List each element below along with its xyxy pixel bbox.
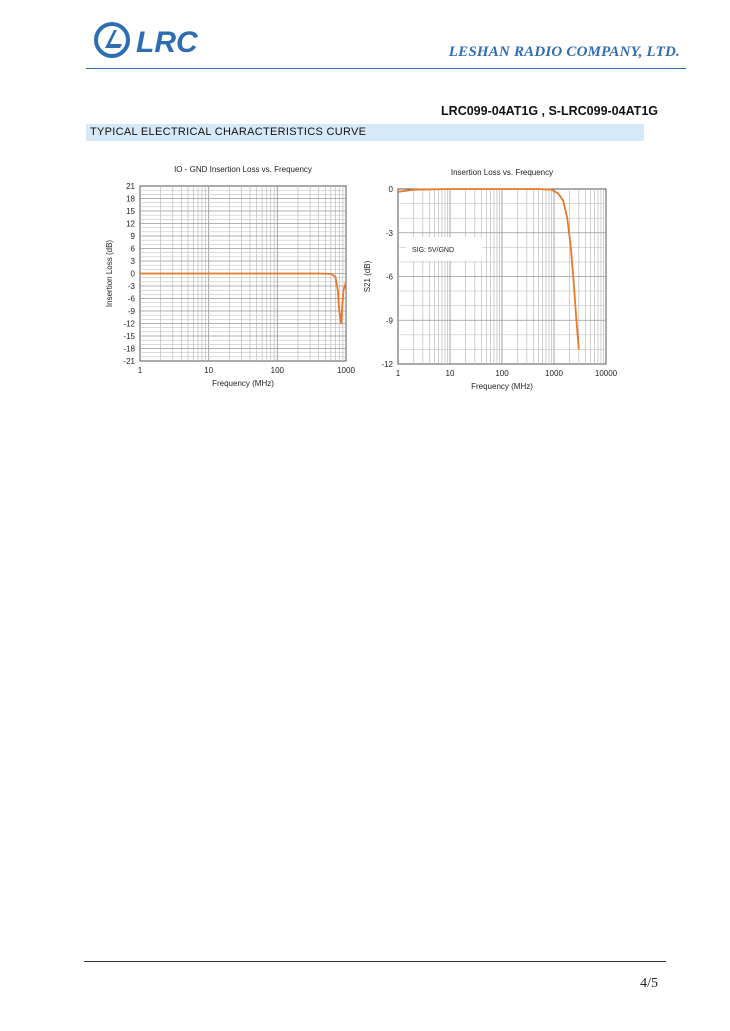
section-header (86, 124, 644, 141)
chart1-x-tick-label: 1 (137, 366, 143, 375)
logo-text: LRC (136, 26, 198, 59)
chart1-y-tick-label: 18 (126, 194, 135, 204)
chart1-y-tick-label: 12 (126, 219, 135, 229)
lrc-logo (92, 18, 222, 62)
chart1-x-axis-label: Frequency (MHz) (212, 379, 274, 388)
section-title: TYPICAL ELECTRICAL CHARACTERISTICS CURVE (90, 126, 367, 138)
chart2-y-tick-label: -9 (385, 316, 393, 326)
chart1-x-tick-label: 10 (204, 366, 214, 375)
chart1-y-tick-label: 9 (130, 232, 135, 241)
chart1-y-tick-label: -15 (123, 332, 135, 341)
chart1-y-tick-label: 21 (126, 182, 135, 191)
chart1-y-tick-label: 6 (130, 244, 135, 254)
chart2-x-tick-label: 1000 (545, 369, 563, 378)
chart-insertion-loss (360, 158, 640, 403)
chart1-y-tick-label: -9 (127, 307, 135, 316)
chart1-y-tick-label: 3 (130, 257, 135, 266)
chart-svg-1 (96, 158, 366, 398)
chart2-title: Insertion Loss vs. Frequency (450, 168, 554, 177)
chart2-y-tick-label: -6 (385, 272, 393, 282)
chart1-x-tick-label: 1000 (337, 366, 355, 375)
chart2-y-tick-label: -12 (381, 360, 393, 369)
chart-io-gnd-insertion-loss (96, 158, 366, 403)
chart1-y-tick-label: 15 (126, 207, 135, 216)
chart2-annotation: SIG: 5V/GND (412, 247, 455, 254)
chart1-y-tick-label: -18 (123, 344, 135, 354)
chart1-title: IO - GND Insertion Loss vs. Frequency (174, 165, 312, 174)
chart1-y-tick-label: -3 (127, 282, 135, 291)
chart2-x-tick-label: 10000 (594, 369, 618, 378)
chart2-y-tick-label: -3 (385, 228, 393, 238)
chart1-y-tick-label: -12 (123, 319, 135, 329)
chart2-y-tick-label: 0 (388, 185, 393, 194)
header-rule (86, 68, 686, 69)
part-number: LRC099-04AT1G , S-LRC099-04AT1G (441, 104, 658, 118)
page-number: 4/5 (640, 976, 658, 991)
chart1-x-tick-label: 100 (270, 366, 285, 375)
footer-rule (84, 961, 666, 962)
chart2-x-tick-label: 10 (445, 369, 455, 378)
chart2-x-axis-label: Frequency (MHz) (471, 382, 533, 391)
chart1-y-tick-label: -6 (127, 294, 135, 304)
chart-svg-2 (360, 158, 640, 398)
chart2-x-tick-label: 100 (495, 369, 509, 378)
chart1-y-tick-label: -21 (123, 357, 135, 366)
chart2-x-tick-label: 1 (395, 369, 401, 378)
company-name: LESHAN RADIO COMPANY, LTD. (448, 44, 680, 60)
chart1-y-tick-label: 0 (130, 269, 135, 279)
chart2-y-axis-label: S21 (dB) (363, 260, 372, 293)
chart1-y-axis-label: Insertion Loss (dB) (105, 239, 114, 308)
